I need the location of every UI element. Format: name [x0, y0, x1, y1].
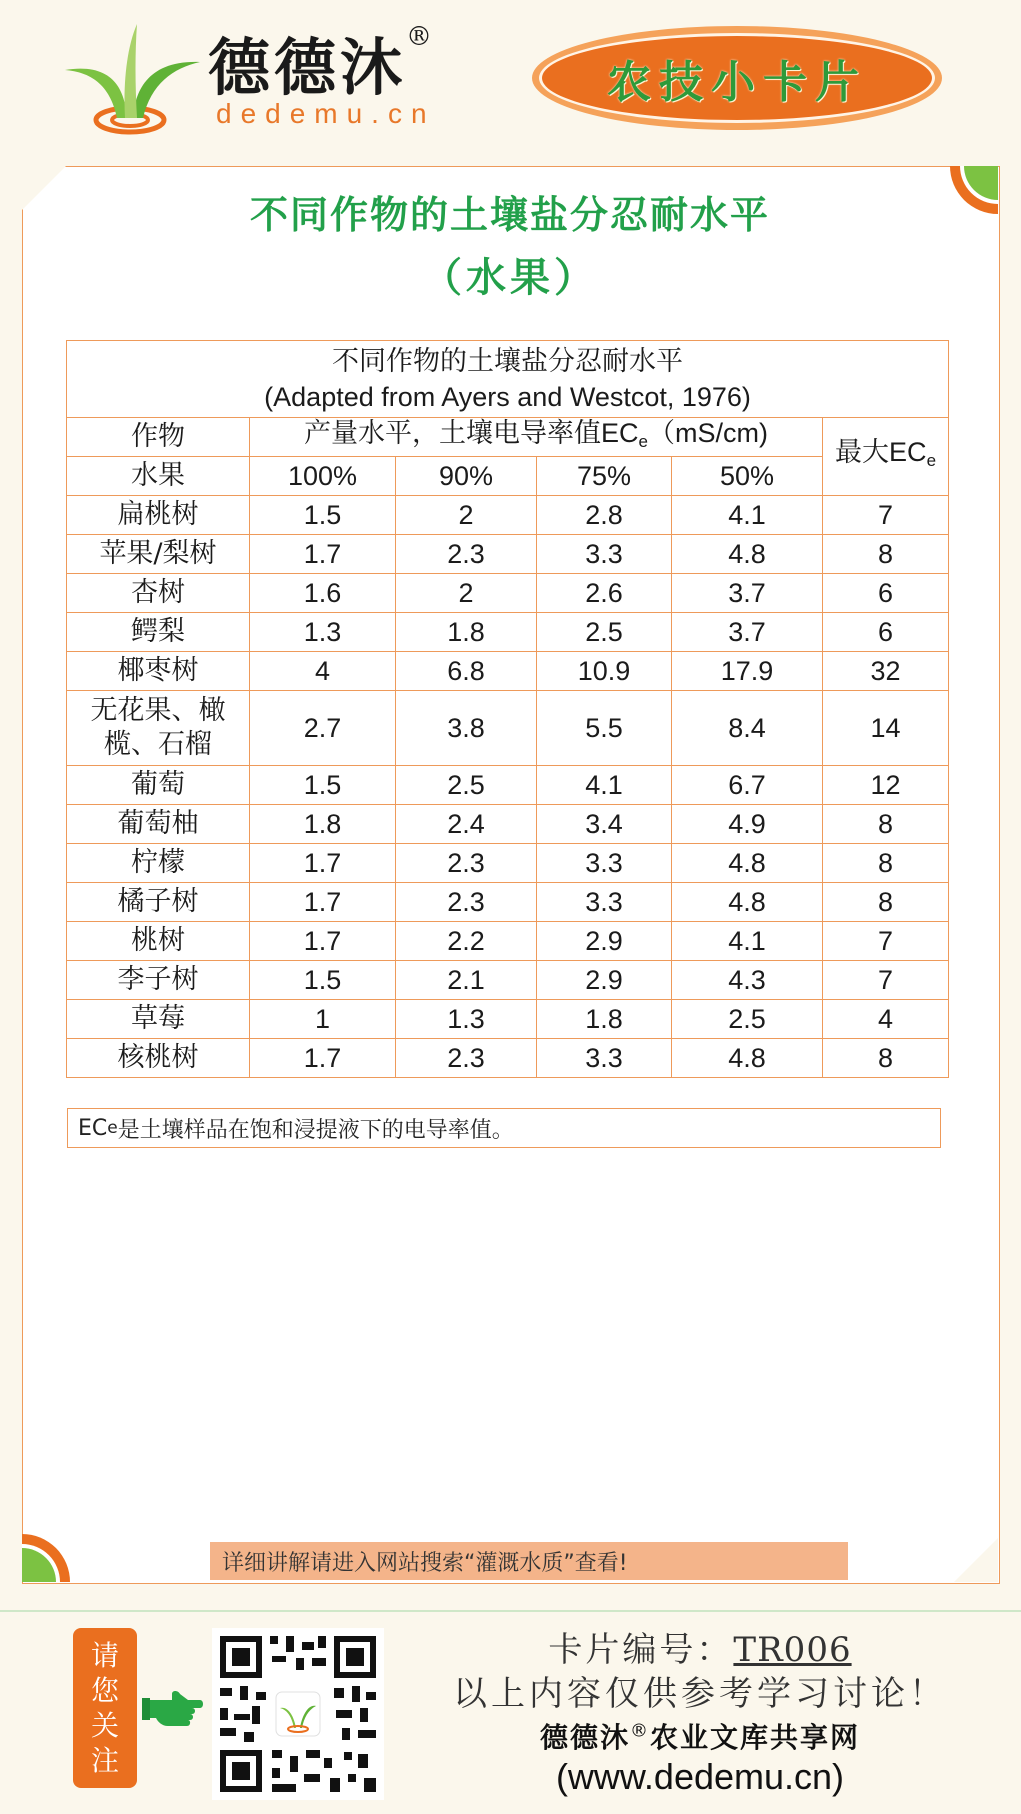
table-row	[67, 766, 949, 805]
follow-us-badge[interactable]: 请 您 关 注	[73, 1628, 137, 1788]
crop-name: 橘子树	[67, 883, 250, 922]
header-max-ec: 最大$EC_e$	[823, 418, 949, 496]
max-cell: 8	[823, 1039, 949, 1078]
table-row	[67, 1000, 949, 1039]
value-cell: 2.4	[396, 805, 537, 844]
value-cell: 2.6	[537, 574, 672, 613]
crop-name: 柠檬	[67, 844, 250, 883]
qr-code-icon[interactable]	[212, 1628, 384, 1800]
table-header-row	[67, 418, 949, 457]
crop-name: 桃树	[67, 922, 250, 961]
table-row	[67, 652, 949, 691]
value-cell: 2.3	[396, 883, 537, 922]
value-cell: 1.5	[250, 496, 396, 535]
value-cell: 3.4	[537, 805, 672, 844]
value-cell: 1.8	[396, 613, 537, 652]
value-cell: 4.8	[672, 535, 823, 574]
max-cell: 6	[823, 613, 949, 652]
value-cell: 2.3	[396, 1039, 537, 1078]
value-cell: 2.9	[537, 922, 672, 961]
crop-name: 葡萄	[67, 766, 250, 805]
value-cell: 1.3	[396, 1000, 537, 1039]
brand-name: 德德沐®	[208, 22, 437, 104]
max-cell: 7	[823, 961, 949, 1000]
table-row	[67, 1039, 949, 1078]
value-cell: 2.3	[396, 535, 537, 574]
site-name: 德德沐®农业文库共享网	[539, 1720, 861, 1754]
crop-name: 无花果、橄 榄、石榴	[67, 691, 250, 766]
value-cell: 3.3	[537, 1039, 672, 1078]
value-cell: 10.9	[537, 652, 672, 691]
value-cell: 4.9	[672, 805, 823, 844]
value-cell: 4.3	[672, 961, 823, 1000]
table-row	[67, 574, 949, 613]
max-cell: 32	[823, 652, 949, 691]
value-cell: 1.7	[250, 883, 396, 922]
crop-name: 核桃树	[67, 1039, 250, 1078]
crop-name: 椰枣树	[67, 652, 250, 691]
crop-name: 李子树	[67, 961, 250, 1000]
page-subtitle: （水果）	[422, 255, 598, 301]
value-cell: 5.5	[537, 691, 672, 766]
value-cell: 1.7	[250, 1039, 396, 1078]
value-cell: 3.3	[537, 883, 672, 922]
value-cell: 2.9	[537, 961, 672, 1000]
card-corner-cut	[954, 1538, 998, 1582]
max-cell: 8	[823, 805, 949, 844]
table-row	[67, 844, 949, 883]
value-cell: 4.1	[537, 766, 672, 805]
value-cell: 3.7	[672, 613, 823, 652]
search-hint-banner: 详细讲解请进入网站搜索“灌溉水质”查看!	[210, 1542, 848, 1580]
card-id: 卡片编号：TR006	[548, 1630, 852, 1670]
value-cell: 2.5	[396, 766, 537, 805]
value-cell: 2	[396, 574, 537, 613]
value-cell: 2.7	[250, 691, 396, 766]
max-cell: 6	[823, 574, 949, 613]
header-crop: 作物	[67, 418, 250, 457]
sprout-logo-icon	[55, 22, 205, 140]
value-cell: 2.3	[396, 844, 537, 883]
header-yield-100: 100%	[250, 457, 396, 496]
table-row	[67, 805, 949, 844]
max-cell: 12	[823, 766, 949, 805]
disclaimer: 以上内容仅供参考学习讨论！	[453, 1674, 947, 1714]
value-cell: 1.7	[250, 535, 396, 574]
value-cell: 2.1	[396, 961, 537, 1000]
value-cell: 2.5	[537, 613, 672, 652]
page-title: 不同作物的土壤盐分忍耐水平	[249, 193, 770, 237]
max-cell: 8	[823, 844, 949, 883]
table-row	[67, 613, 949, 652]
header-category: 水果	[67, 457, 250, 496]
brand-domain: dedemu.cn	[216, 98, 436, 129]
value-cell: 4.1	[672, 496, 823, 535]
crop-name: 苹果/梨树	[67, 535, 250, 574]
table-caption-row	[67, 341, 949, 418]
value-cell: 8.4	[672, 691, 823, 766]
value-cell: 2.5	[672, 1000, 823, 1039]
pointing-hand-icon	[142, 1686, 204, 1730]
card-badge	[532, 26, 942, 130]
table-row	[67, 691, 949, 766]
header-yield-50: 50%	[672, 457, 823, 496]
value-cell: 1.7	[250, 844, 396, 883]
crop-name: 草莓	[67, 1000, 250, 1039]
value-cell: 4.8	[672, 844, 823, 883]
value-cell: 3.3	[537, 535, 672, 574]
value-cell: 1.8	[250, 805, 396, 844]
crop-name: 扁桃树	[67, 496, 250, 535]
table-caption: 不同作物的土壤盐分忍耐水平 (Adapted from Ayers and Westcot, 1976)	[67, 341, 949, 418]
max-cell: 8	[823, 883, 949, 922]
site-url[interactable]: (www.dedemu.cn)	[555, 1756, 845, 1797]
value-cell: 2.2	[396, 922, 537, 961]
value-cell: 1.7	[250, 922, 396, 961]
max-cell: 4	[823, 1000, 949, 1039]
max-cell: 8	[823, 535, 949, 574]
value-cell: 2	[396, 496, 537, 535]
max-cell: 7	[823, 496, 949, 535]
ec-footnote: EC e 是土壤样品在饱和浸提液下的电导率值。	[67, 1108, 941, 1148]
table-subheader-row	[67, 457, 949, 496]
value-cell: 2.8	[537, 496, 672, 535]
header-yield-group: 产量水平，土壤电导率值$EC_e(mS/cm)$	[250, 418, 823, 457]
corner-ornament-icon	[22, 1532, 72, 1582]
value-cell: 1.8	[537, 1000, 672, 1039]
value-cell: 17.9	[672, 652, 823, 691]
crop-name: 鳄梨	[67, 613, 250, 652]
table-row	[67, 922, 949, 961]
table-row	[67, 961, 949, 1000]
max-cell: 7	[823, 922, 949, 961]
value-cell: 6.8	[396, 652, 537, 691]
footer-divider	[0, 1610, 1021, 1612]
max-cell: 14	[823, 691, 949, 766]
header-yield-75: 75%	[537, 457, 672, 496]
value-cell: 1	[250, 1000, 396, 1039]
value-cell: 1.5	[250, 766, 396, 805]
table-row	[67, 535, 949, 574]
value-cell: 6.7	[672, 766, 823, 805]
table-row	[67, 496, 949, 535]
value-cell: 3.8	[396, 691, 537, 766]
badge-text: 农技小卡片	[607, 57, 867, 108]
value-cell: 1.6	[250, 574, 396, 613]
crop-name: 葡萄柚	[67, 805, 250, 844]
value-cell: 4	[250, 652, 396, 691]
value-cell: 3.3	[537, 844, 672, 883]
value-cell: 1.3	[250, 613, 396, 652]
header-yield-90: 90%	[396, 457, 537, 496]
table-row	[67, 883, 949, 922]
value-cell: 3.7	[672, 574, 823, 613]
crop-name: 杏树	[67, 574, 250, 613]
salt-tolerance-table	[66, 340, 949, 1078]
value-cell: 4.1	[672, 922, 823, 961]
value-cell: 4.8	[672, 883, 823, 922]
value-cell: 1.5	[250, 961, 396, 1000]
value-cell: 4.8	[672, 1039, 823, 1078]
